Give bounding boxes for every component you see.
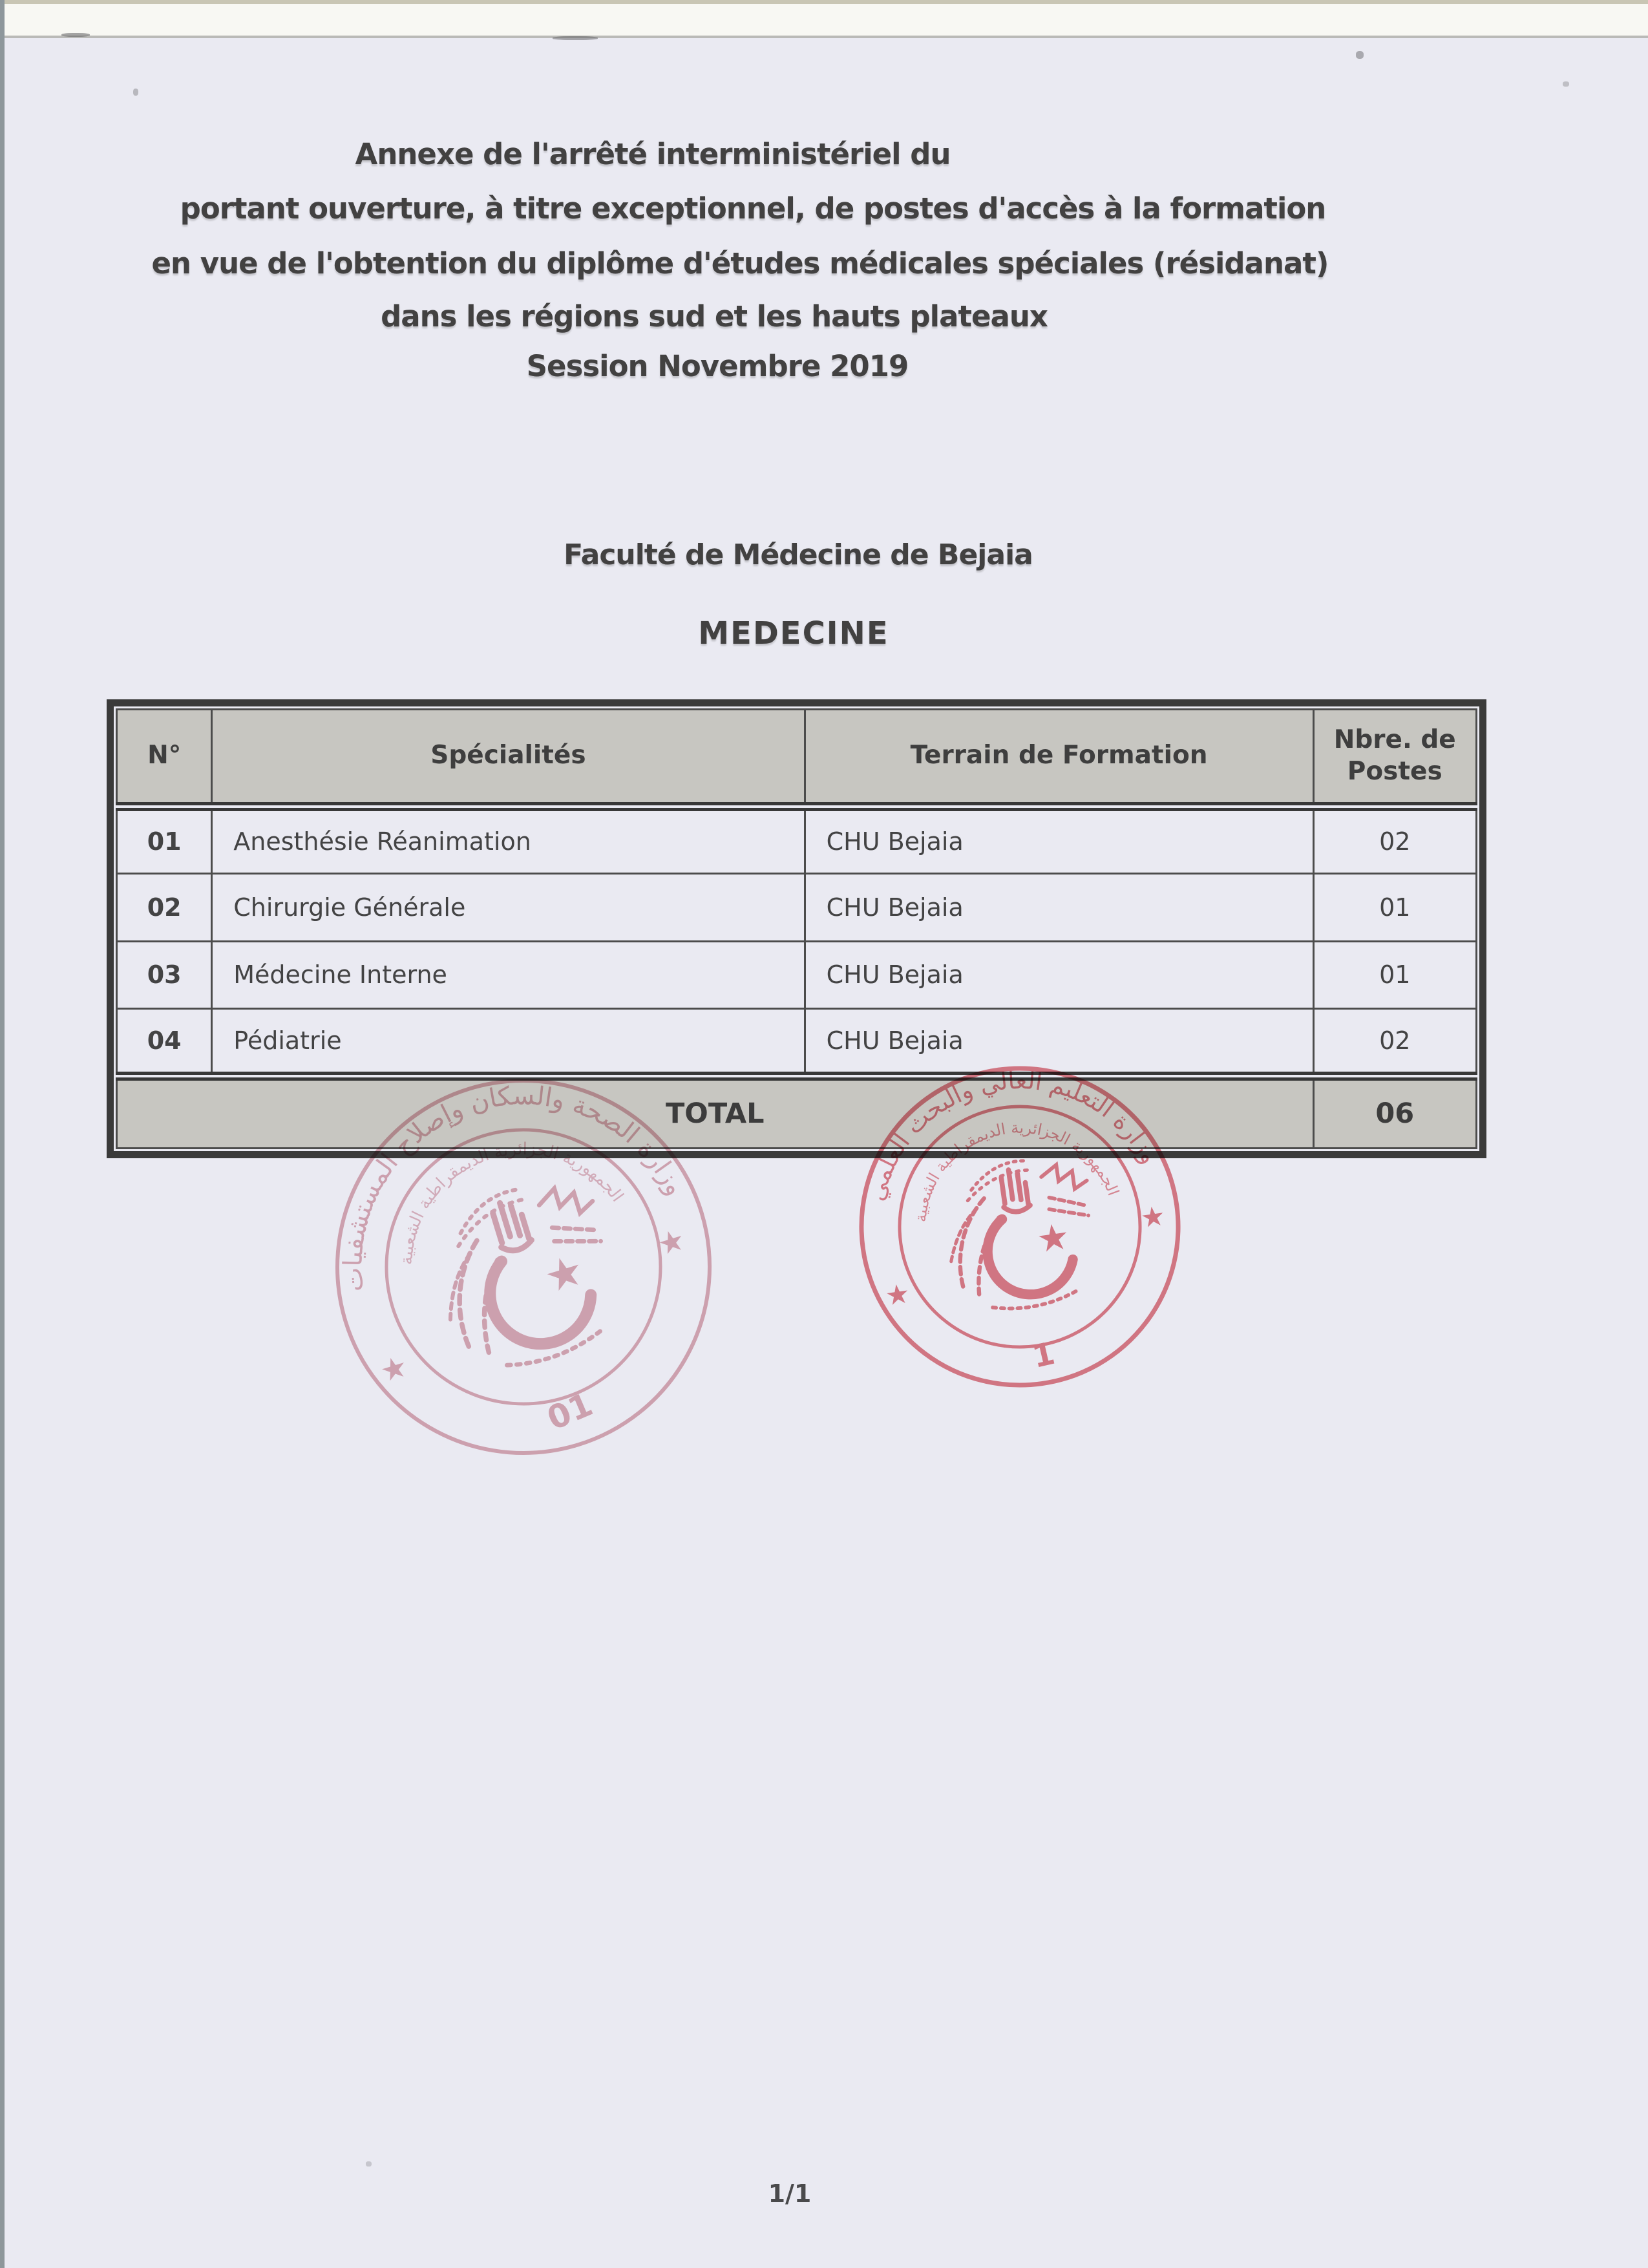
algeria-emblem-icon <box>419 1169 633 1383</box>
terrain-cell: CHU Bejaia <box>805 941 1313 1008</box>
stamp-ring-text: وزارة الصحة والسكان وإصلاح المستشفيات <box>337 1081 691 1293</box>
algeria-emblem-icon <box>938 1152 1103 1317</box>
postes-cell: 01 <box>1313 874 1477 941</box>
specialty-cell: Médecine Interne <box>212 941 805 1008</box>
terrain-cell: CHU Bejaia <box>805 1008 1313 1076</box>
row-number-cell: 04 <box>117 1008 212 1076</box>
row-number-cell: 01 <box>117 807 212 874</box>
stamp-number: 1 <box>1029 1335 1059 1375</box>
postes-cell: 02 <box>1313 807 1477 874</box>
higher-education-ministry-stamp <box>841 1046 1199 1406</box>
postes-cell: 01 <box>1313 941 1477 1008</box>
document-title-line-3: en vue de l'obtention du diplôme d'études médicales spéciales (résidanat) <box>151 246 1329 281</box>
star-icon: ★ <box>653 1221 690 1263</box>
terrain-cell: CHU Bejaia <box>805 874 1313 941</box>
stamp-number: 01 <box>542 1385 598 1438</box>
page-number: 1/1 <box>768 2179 812 2208</box>
terrain-cell: CHU Bejaia <box>805 807 1313 874</box>
faculty-line: Faculté de Médecine de Bejaia <box>564 538 1033 571</box>
stamp-ring-text: وزارة التعليم العالي والبحث العلمي <box>861 1066 1164 1204</box>
column-header-specialty: Spécialités <box>212 710 805 807</box>
stamp-inner-text: الجمهورية الجزائرية الديمقراطية الشعبية <box>397 1139 628 1266</box>
row-number-cell: 03 <box>117 941 212 1008</box>
document-title-line-2: portant ouverture, à titre exceptionnel, de postes d'accès à la formation <box>180 191 1326 226</box>
specialty-cell: Chirurgie Générale <box>212 874 805 941</box>
document-title-line-1: Annexe de l'arrêté interministériel du <box>355 137 951 171</box>
specialty-cell: Pédiatrie <box>212 1008 805 1076</box>
total-value-cell: 06 <box>1313 1076 1477 1149</box>
row-number-cell: 02 <box>117 874 212 941</box>
star-icon: ★ <box>1138 1199 1167 1235</box>
program-title: MEDECINE <box>698 615 889 652</box>
health-ministry-stamp <box>291 1034 755 1499</box>
stamps-layer: ★ وزارة الصحة والسكان وإصلاح المستشفيات الجمهورية الجزائرية الديمقراطية الشعبية ★ ★ 01 وزارة التعليم العالي والبحث العلمي الجمهورية الجزائرية الديمقراطية الشعبية ★ ★ 1 <box>0 0 1648 2268</box>
stamp-inner-text: الجمهورية الجزائرية الديمقراطية الشعبية <box>911 1118 1123 1223</box>
session-line: Session Novembre 2019 <box>526 349 909 383</box>
star-icon: ★ <box>375 1348 412 1390</box>
document-title-line-4: dans les régions sud et les hauts plateaux <box>381 299 1048 334</box>
column-header-postes: Nbre. de Postes <box>1313 710 1477 807</box>
column-header-terrain: Terrain de Formation <box>805 710 1313 807</box>
column-header-no: N° <box>117 710 212 807</box>
postes-cell: 02 <box>1313 1008 1477 1076</box>
specialty-cell: Anesthésie Réanimation <box>212 807 805 874</box>
total-label-cell: TOTAL <box>117 1076 1314 1149</box>
star-icon: ★ <box>883 1277 912 1312</box>
